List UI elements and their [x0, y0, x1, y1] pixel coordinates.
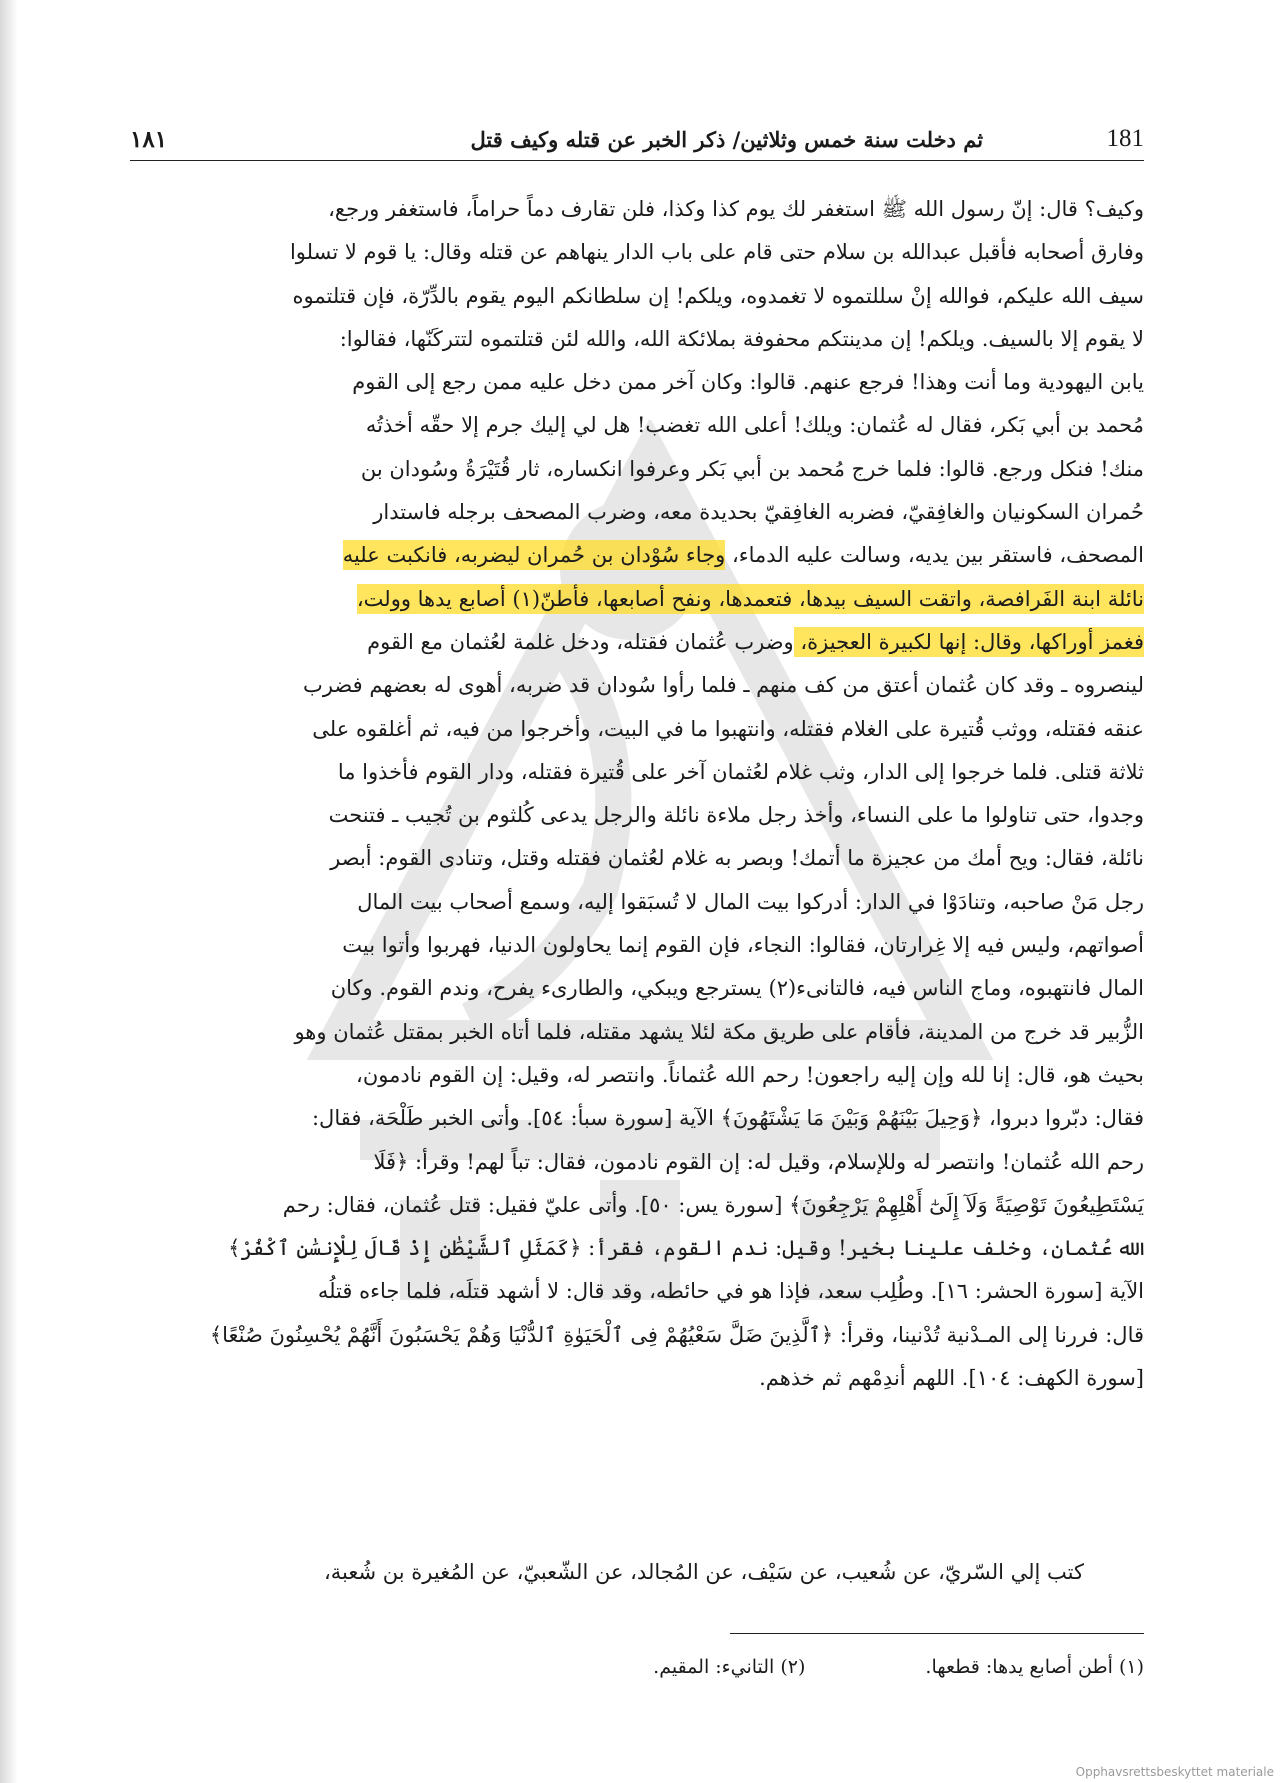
text-segment: سيف الله عليكم، فوالله إنْ سللتموه لا تغمدوه، ويلكم! إن سلطانكم اليوم يقوم بالدِّرّة، فإن قتلتموه — [292, 283, 1144, 308]
footnote-divider — [730, 1633, 1144, 1634]
text-segment: رجل مَنْ صاحبه، وتنادَوْا في الدار: أدركوا بيت المال لا تُسبَقوا إليه، وسمع أصحاب بيت المال — [357, 889, 1144, 914]
text-segment: أصواتهم، وليس فيه إلا غِرارتان، فقالوا: النجاء، فإن القوم إنما يحاولون الدنيا، فهربوا وأتوا بيت — [342, 933, 1144, 958]
text-segment: فقال: دبّروا دبروا، ﴿وَحِيلَ بَيْنَهُمْ وَبَيْنَ مَا يَشْتَهُونَ﴾ الآية [سورة سبأ: ٥٤]. وأتى الخبر طَلْحَة، فقال: — [311, 1106, 1144, 1131]
text-line — [130, 448, 1144, 491]
text-line — [130, 1357, 1144, 1400]
text-line — [130, 1097, 1144, 1140]
body-paragraph — [130, 188, 1144, 1400]
text-segment: وجدوا، حتى تناولوا ما على النساء، وأخذ رجل ملاءة نائلة والرجل يدعى كُلثوم بن تُجيب ـ فتنحت — [328, 803, 1144, 828]
page-number-latin: 181 — [1106, 125, 1144, 152]
text-line — [130, 664, 1144, 707]
text-line — [130, 751, 1144, 794]
text-line — [130, 967, 1144, 1010]
highlighted-text: فغمز أوراكها، وقال: إنها لكبيرة العجيزة، — [794, 627, 1144, 657]
text-segment: الآية [سورة الحشر: ١٦]. وطُلِب سعد، فإذا هو في حائطه، وقد قال: لا أشهد قتلَه، فلما جاءه قتلُه — [317, 1279, 1144, 1304]
text-line — [130, 1270, 1144, 1313]
page-header — [130, 118, 1144, 161]
text-segment: يابن اليهودية وما أنت وهذا! فرجع عنهم. قالوا: وكان آخر ممن دخل عليه ممن رجع إلى القوم — [352, 370, 1144, 395]
text-line — [130, 1141, 1144, 1184]
text-segment: رحم الله عُثمان! وانتصر له وللإسلام، وقيل له: إن القوم نادمون، فقال: تباً لهم! وقرأ: ﴿فَلَا — [373, 1149, 1144, 1174]
text-line — [130, 275, 1144, 318]
text-line — [130, 188, 1144, 231]
text-segment: وفارق أصحابه فأقبل عبدالله بن سلام حتى قام على باب الدار ينهاهم عن قتله وقال: يا قوم لا تسلوا — [289, 240, 1144, 265]
text-segment: [سورة الكهف: ١٠٤]. اللهم أندِمْهم ثم خذهم. — [759, 1366, 1144, 1391]
isnad-line: كتب إلي السّريّ، عن شُعيب، عن سَيْف، عن المُجالد، عن الشّعبيّ، عن المُغيرة بن شُعبة، — [323, 1560, 1084, 1584]
text-segment: نائلة، فقال: ويح أمك من عجيزة ما أتمك! وبصر به غلام لعُثمان فقتله وقتل، وتنادى القوم: أبصر — [330, 846, 1144, 871]
text-segment: المال فانتهبوه، وماج الناس فيه، فالتانىء(٢) يسترجع ويبكي، والطارىء يفرح، وندم القوم. وكان — [330, 976, 1144, 1001]
text-segment: وضرب عُثمان فقتله، ودخل غلمة لعُثمان مع القوم — [367, 629, 794, 654]
text-line — [130, 318, 1144, 361]
text-line — [130, 1054, 1144, 1097]
text-line — [130, 794, 1144, 837]
text-segment: يَسْتَطِيعُونَ تَوْصِيَةً وَلَآ إِلَىٰٓ أَهْلِهِمْ يَرْجِعُونَ﴾ [سورة يس: ٥٠]. وأتى عليّ فقيل: قتل عُثمان، فقال: رحم — [282, 1192, 1144, 1217]
footnote-2: (٢) التانيء: المقيم. — [653, 1656, 806, 1678]
page-edge-shadow — [0, 0, 18, 1783]
text-segment: وكيف؟ قال: إنّ رسول الله ﷺ استغفر لك يوم كذا وكذا، فلن تقارف دماً حراماً، فاستغفر ورجع، — [328, 197, 1144, 221]
text-segment: لا يقوم إلا بالسيف. ويلكم! إن مدينتكم محفوفة بملائكة الله، والله لئن قتلتموه لتتركَنّها، فقالوا: — [339, 326, 1144, 351]
text-segment: منك! فنكل ورجع. قالوا: فلما خرج مُحمد بن أبي بَكر وعرفوا انكساره، ثار قُتَيْرَةُ وسُودان بن — [360, 456, 1144, 481]
text-line — [130, 881, 1144, 924]
highlighted-text: وجاء سُوْدان بن حُمران ليضربه، فانكبت عليه — [343, 540, 726, 570]
text-line — [130, 1184, 1144, 1227]
text-line — [130, 1314, 1144, 1357]
text-segment: قال: فررنا إلى المـدْنية تُدْنينا، وقرأ: ﴿ٱلَّذِينَ ضَلَّ سَعْيُهُمْ فِى ٱلْحَيَوٰةِ ٱلدُّنْيَا وَهُمْ يَحْسَبُونَ أَنَّهُمْ يُحْسِنُونَ صُنْعًا﴾ — [209, 1322, 1144, 1347]
text-line — [130, 361, 1144, 404]
footnotes — [130, 1648, 1144, 1686]
text-segment: حُمران السكونيان والغافِقيّ، فضربه الغافِقيّ بحديدة معه، وضرب المصحف برجله فاستدار — [373, 500, 1144, 525]
text-line — [130, 708, 1144, 751]
text-segment: الله عُثمان، وخلف علينا بخير! وقيل: ندم القوم، فقرأ: ﴿كَمَثَلِ ٱلشَّيْطَٰنِ إِذْ قَالَ لِلْإِنسَٰنِ ٱكْفُرْ﴾ — [228, 1236, 1144, 1261]
running-head: ثم دخلت سنة خمس وثلاثين/ ذكر الخبر عن قتله وكيف قتل — [470, 126, 984, 152]
copyright-notice: Opphavsrettsbeskyttet materiale — [1075, 1765, 1274, 1779]
text-line — [130, 924, 1144, 967]
text-line — [130, 1227, 1144, 1270]
text-line — [130, 491, 1144, 534]
text-segment: المصحف، فاستقر بين يديه، وسالت عليه الدماء، — [725, 543, 1144, 568]
text-segment: مُحمد بن أبي بَكر، فقال له عُثمان: ويلك! أعلى الله تغضب! هل لي إليك جرم إلا حقّه أخذتُه — [365, 413, 1144, 438]
text-line — [130, 837, 1144, 880]
page-number-arabic: ١٨١ — [130, 125, 168, 153]
text-segment: ثلاثة قتلى. فلما خرجوا إلى الدار، وثب غلام لعُثمان آخر على قُتيرة فقتله، ودار القوم فأخذوا ما — [337, 759, 1144, 784]
text-segment: عنقه فقتله، ووثب قُتيرة على الغلام فقتله، وانتهبوا ما في البيت، وأخرجوا من فيه، ثم أغلقوه على — [312, 716, 1144, 741]
text-segment: لينصروه ـ وقد كان عُثمان أعتق من كف منهم ـ فلما رأوا سُودان قد ضربه، أهوى له بعضهم فضرب — [303, 673, 1144, 698]
text-line — [130, 1011, 1144, 1054]
text-line — [130, 578, 1144, 621]
highlighted-text: نائلة ابنة الفَرافصة، واتقت السيف بيدها، فتعمدها، ونفح أصابعها، فأطنّ(١) أصابع يدها وولت، — [357, 584, 1144, 614]
text-segment: الزُّبير قد خرج من المدينة، فأقام على طريق مكة لئلا يشهد مقتله، فلما أتاه الخبر بمقتل عُثمان وهو — [294, 1019, 1144, 1044]
text-line — [130, 404, 1144, 447]
text-segment: بحيث هو، قال: إنا لله وإن إليه راجعون! رحم الله عُثماناً. وانتصر له، وقيل: إن القوم نادمون، — [356, 1062, 1144, 1087]
body-text — [130, 188, 1144, 1400]
text-line — [130, 621, 1144, 664]
text-line — [130, 534, 1144, 577]
footnote-1: (١) أطن أصابع يدها: قطعها. — [925, 1656, 1144, 1678]
text-line — [130, 231, 1144, 274]
